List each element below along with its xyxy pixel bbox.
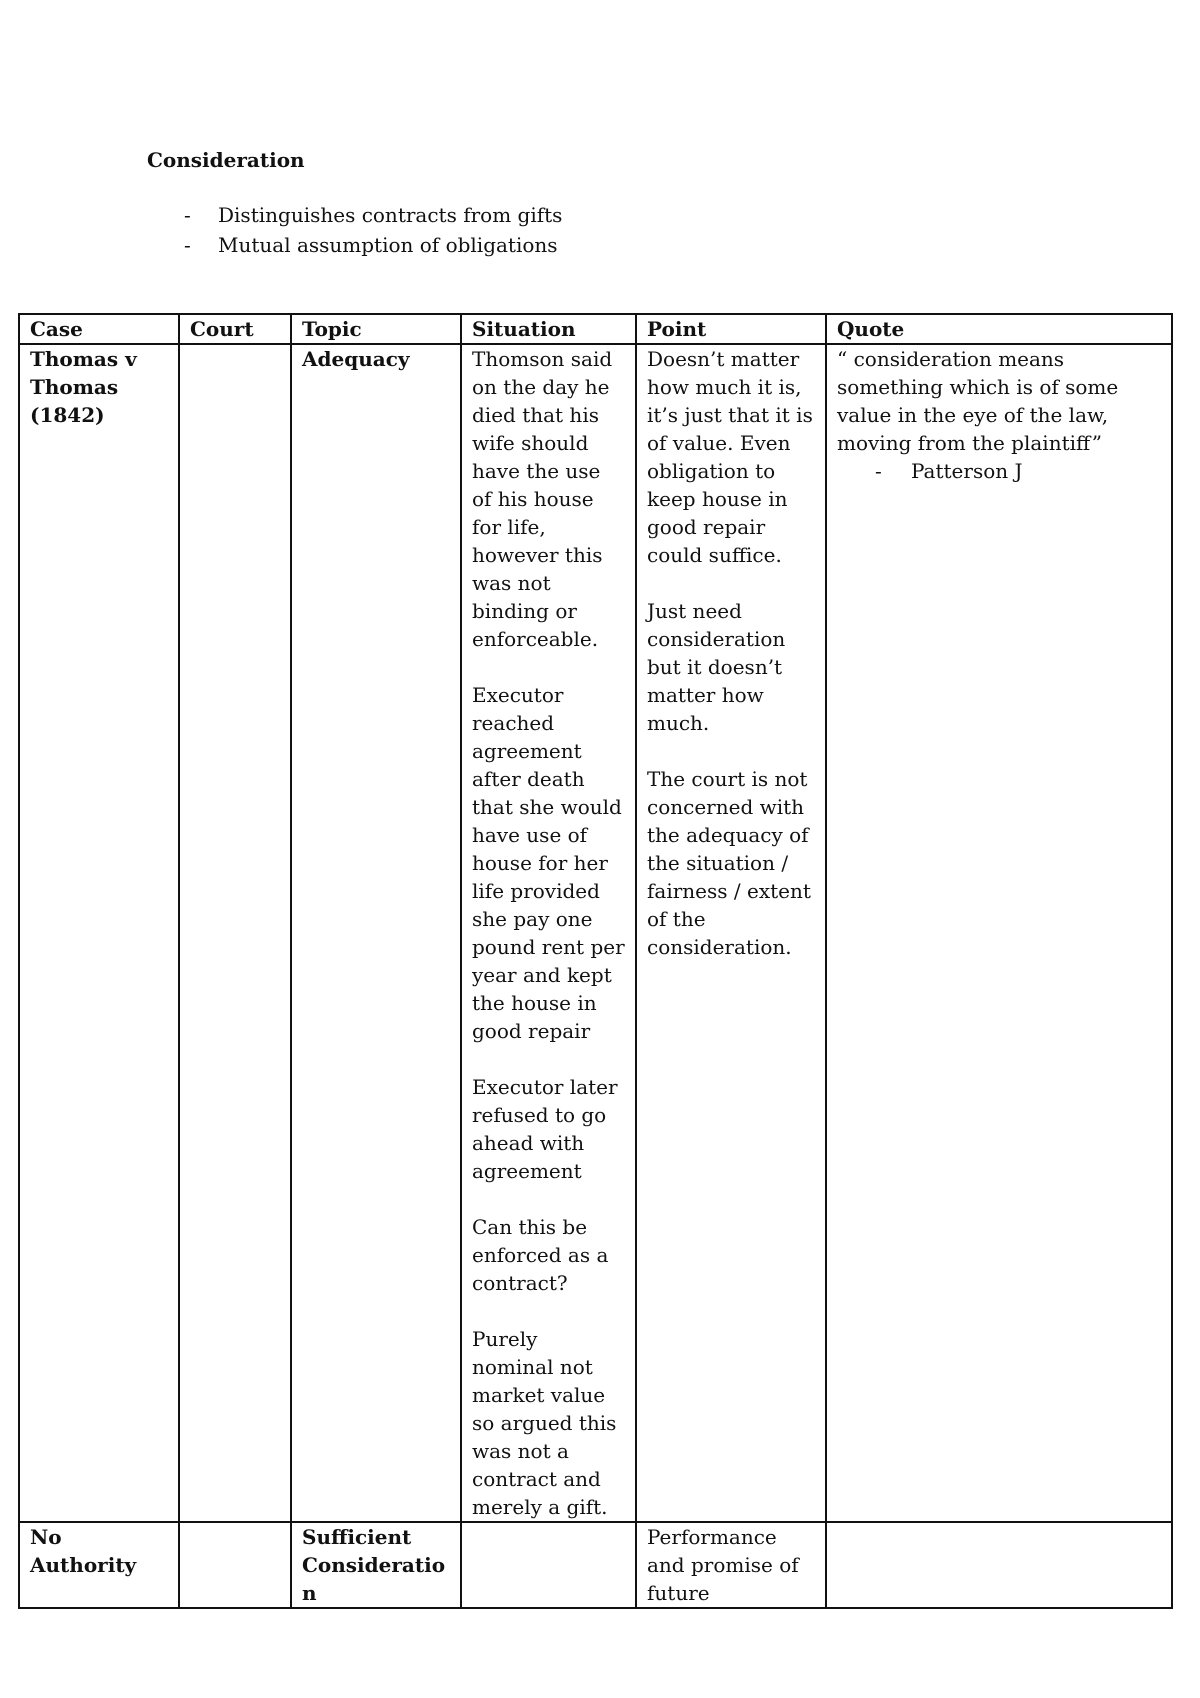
situation-paragraph: Can this be enforced as a contract?	[472, 1215, 609, 1295]
bullet-item: - Mutual assumption of obligations	[180, 230, 562, 260]
quote-attribution: - Patterson J	[875, 459, 1023, 483]
table-row	[19, 344, 1172, 1522]
topic-cell: Adequacy	[291, 344, 461, 1522]
table-header-row	[19, 314, 1172, 344]
point-cell: Performance and promise of future	[636, 1522, 826, 1608]
point-paragraph: Just need consideration but it doesn’t matter how much.	[647, 599, 786, 735]
situation-paragraph: Purely nominal not market value so argued this was not a contract and merely a gift.	[472, 1327, 617, 1519]
point-paragraph: Doesn’t matter how much it is, it’s just that it is of value. Even obligation to keep house in good repair could suffice.	[647, 347, 813, 567]
court-cell	[179, 344, 291, 1522]
point-paragraph: The court is not concerned with the adequacy of the situation / fairness / extent of the consideration.	[647, 767, 811, 959]
document-title: Consideration	[147, 148, 305, 172]
case-cell: Thomas v Thomas (1842)	[19, 344, 179, 1522]
case-cell: No Authority	[19, 1522, 179, 1608]
situation-paragraph: Thomson said on the day he died that his wife should have the use of his house for life, however this was not binding or enforceable.	[472, 347, 613, 651]
bullet-item: - Distinguishes contracts from gifts	[180, 200, 562, 230]
header-point: Point	[636, 314, 826, 344]
point-cell	[636, 344, 826, 1522]
dash-bullet-icon: -	[184, 203, 191, 227]
header-situation: Situation	[461, 314, 636, 344]
situation-cell	[461, 344, 636, 1522]
situation-cell	[461, 1522, 636, 1608]
quote-cell	[826, 344, 1172, 1522]
header-court: Court	[179, 314, 291, 344]
dash-bullet-icon: -	[875, 459, 882, 483]
situation-paragraph: Executor later refused to go ahead with agreement	[472, 1075, 618, 1183]
intro-bullet-list	[180, 200, 562, 260]
cases-table	[18, 313, 1173, 1609]
table-row	[19, 1522, 1172, 1608]
header-case: Case	[19, 314, 179, 344]
topic-cell: Sufficient Consideration	[291, 1522, 461, 1608]
situation-paragraph: Executor reached agreement after death that she would have use of house for her life provided she pay one pound rent per year and kept the house in good repair	[472, 683, 625, 1043]
quote-text: “ consideration means something which is of some value in the eye of the law, moving from the plaintiff”	[837, 347, 1119, 455]
court-cell	[179, 1522, 291, 1608]
quote-cell	[826, 1522, 1172, 1608]
header-topic: Topic	[291, 314, 461, 344]
header-quote: Quote	[826, 314, 1172, 344]
dash-bullet-icon: -	[184, 233, 191, 257]
